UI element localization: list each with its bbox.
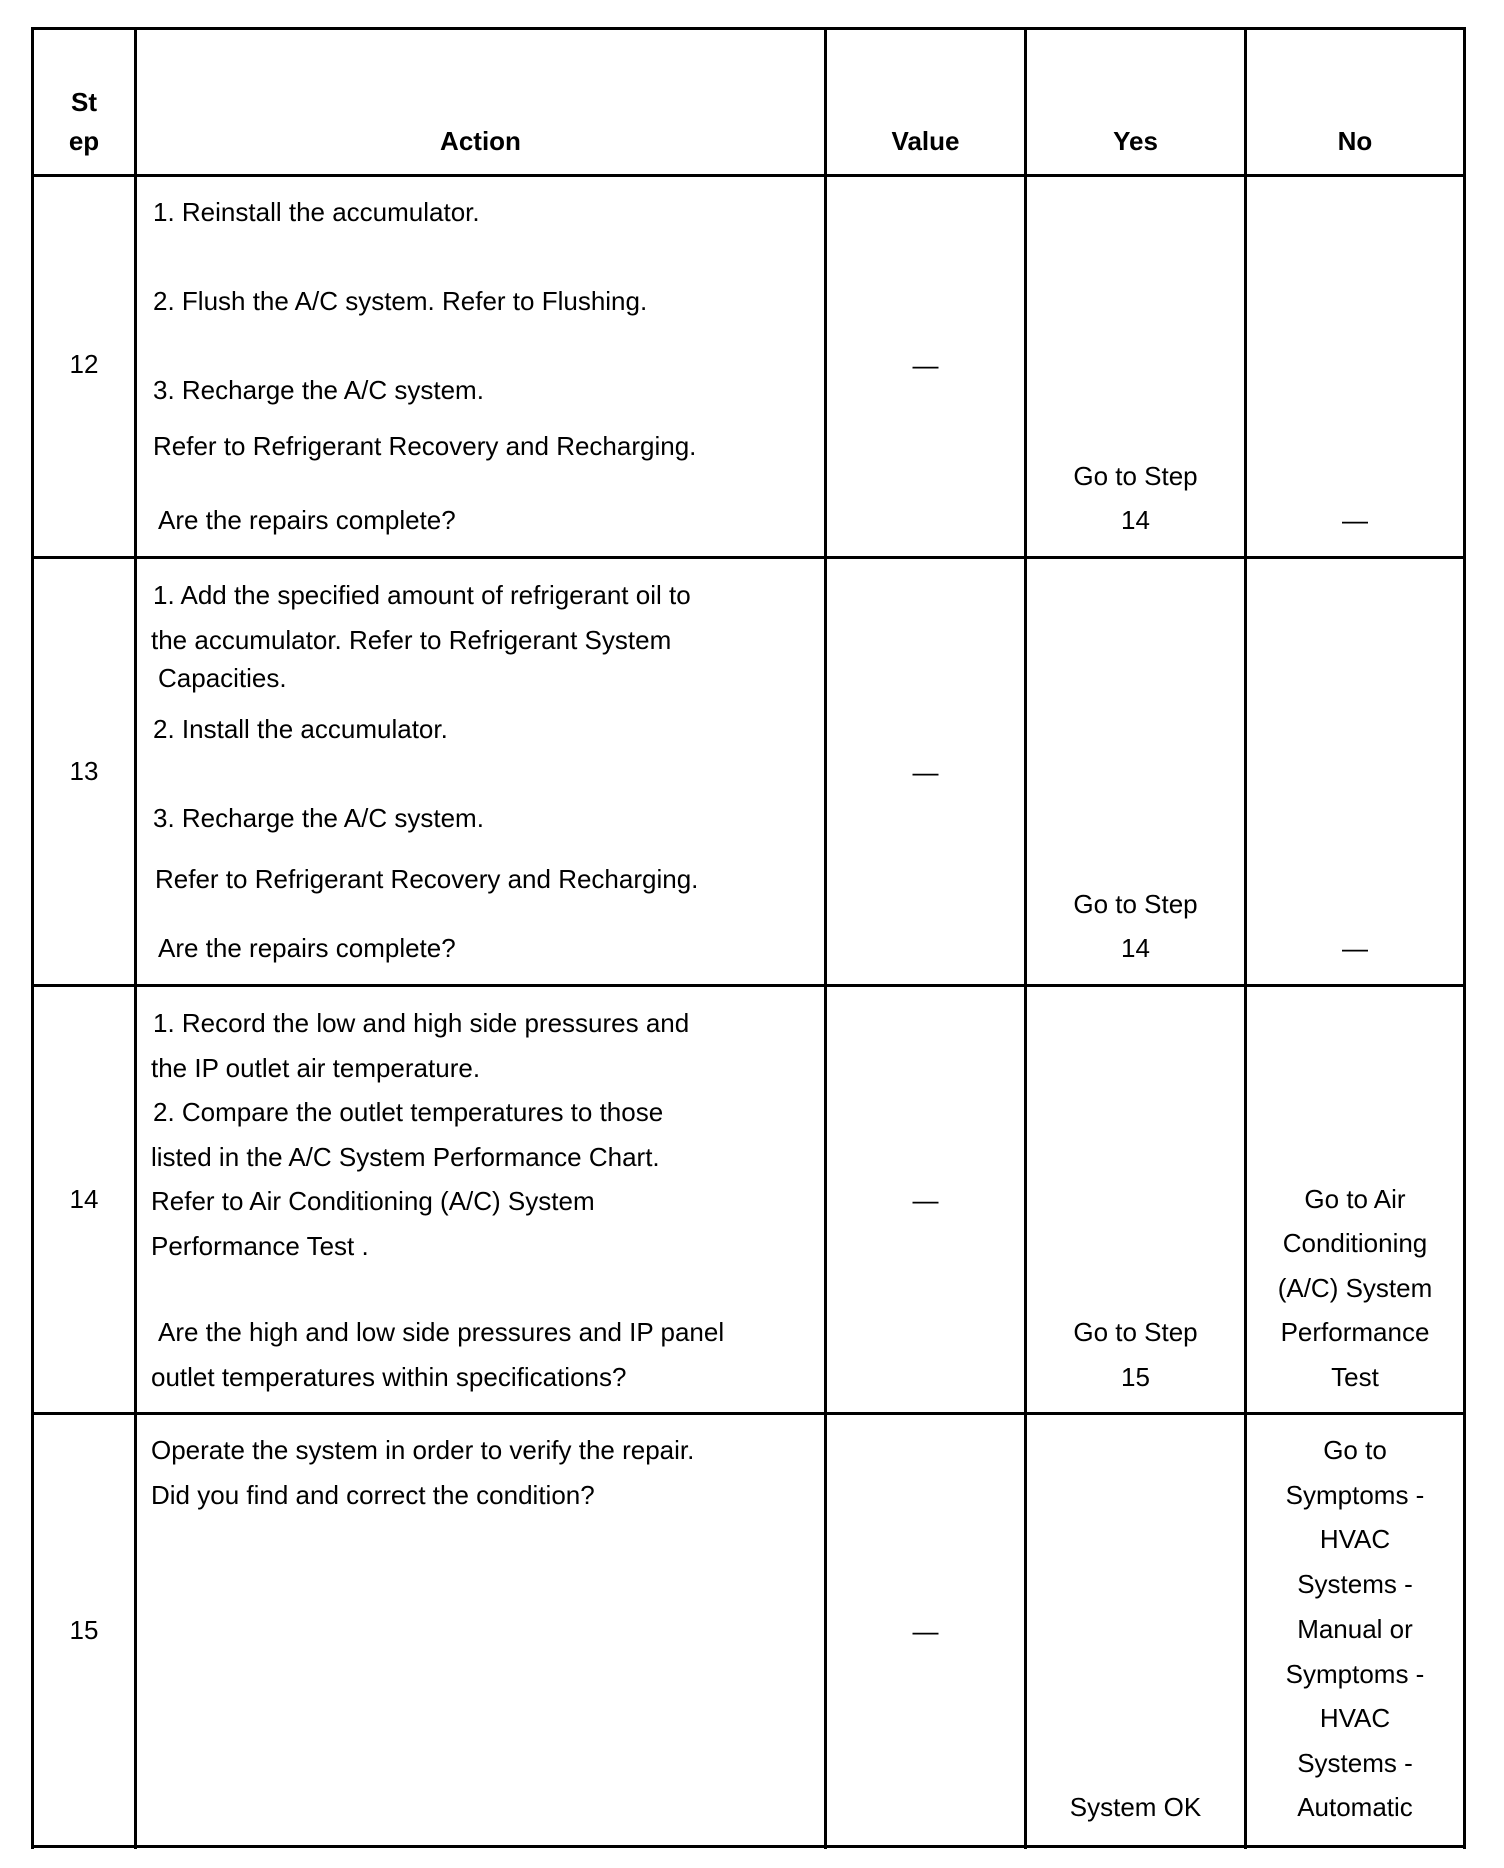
action-line: Refer to Air Conditioning (A/C) System xyxy=(151,1186,595,1216)
no-cell-line: Go to xyxy=(1323,1435,1387,1465)
value-cell: — xyxy=(912,1616,939,1646)
no-cell-line: Performance xyxy=(1280,1317,1430,1347)
step-number: 13 xyxy=(69,756,99,786)
table-border-bottom xyxy=(31,1845,1466,1848)
yes-cell-line: Go to Step xyxy=(1073,461,1198,491)
row-divider xyxy=(31,1412,1466,1415)
no-cell-line: Test xyxy=(1331,1362,1379,1392)
table-border-left xyxy=(31,28,34,1849)
step-number: 15 xyxy=(69,1615,99,1645)
action-question: Are the high and low side pressures and IP panel xyxy=(158,1317,725,1347)
step-number: 12 xyxy=(69,349,99,379)
header-yes: Yes xyxy=(1113,126,1158,156)
action-line: 3. Recharge the A/C system. xyxy=(153,803,484,833)
header-row-divider xyxy=(31,174,1466,177)
no-cell-line: (A/C) System xyxy=(1277,1273,1433,1303)
no-cell-line: — xyxy=(1342,933,1368,963)
value-cell: — xyxy=(912,757,939,787)
action-line: 3. Recharge the A/C system. xyxy=(153,375,484,405)
no-cell-line: Systems - xyxy=(1297,1569,1413,1599)
action-line: the IP outlet air temperature. xyxy=(151,1053,481,1083)
action-line: the accumulator. Refer to Refrigerant System xyxy=(151,625,672,655)
action-line: 2. Flush the A/C system. Refer to Flushing. xyxy=(153,286,648,316)
header-no: No xyxy=(1337,126,1373,156)
action-question: outlet temperatures within specifications? xyxy=(151,1362,627,1392)
action-question: Did you find and correct the condition? xyxy=(151,1480,595,1510)
no-cell-line: Conditioning xyxy=(1282,1228,1428,1258)
header-step-line2: ep xyxy=(68,126,100,156)
header-step-line1: St xyxy=(71,87,97,117)
action-question: Are the repairs complete? xyxy=(158,933,456,963)
action-line: Operate the system in order to verify the repair. xyxy=(151,1435,695,1465)
column-divider xyxy=(824,28,827,1849)
yes-cell-line: Go to Step xyxy=(1073,1317,1198,1347)
action-line: 1. Add the specified amount of refrigerant oil to xyxy=(153,580,691,610)
yes-cell-line: 15 xyxy=(1121,1362,1150,1392)
step-number: 14 xyxy=(69,1184,99,1214)
row-divider xyxy=(31,556,1466,559)
column-divider xyxy=(134,28,137,1849)
action-line: Performance Test . xyxy=(151,1231,369,1261)
value-cell: — xyxy=(912,350,939,380)
action-line: 1. Reinstall the accumulator. xyxy=(153,197,480,227)
yes-cell-line: System OK xyxy=(1069,1792,1202,1822)
no-cell-line: — xyxy=(1342,505,1368,535)
action-line: Refer to Refrigerant Recovery and Recharging. xyxy=(155,864,699,894)
no-cell-line: Symptoms - xyxy=(1285,1480,1425,1510)
no-cell-line: Systems - xyxy=(1297,1748,1413,1778)
table-border-right xyxy=(1463,28,1466,1849)
yes-cell-line: 14 xyxy=(1121,933,1150,963)
header-value: Value xyxy=(891,126,960,156)
action-line: 2. Install the accumulator. xyxy=(153,714,448,744)
header-action: Action xyxy=(440,126,521,156)
action-line: 1. Record the low and high side pressures and xyxy=(153,1008,690,1038)
action-line: 2. Compare the outlet temperatures to those xyxy=(153,1097,664,1127)
action-line: listed in the A/C System Performance Chart. xyxy=(151,1142,660,1172)
yes-cell-line: Go to Step xyxy=(1073,889,1198,919)
no-cell-line: Manual or xyxy=(1297,1614,1413,1644)
row-divider xyxy=(31,984,1466,987)
action-question: Are the repairs complete? xyxy=(158,505,456,535)
no-cell-line: HVAC xyxy=(1319,1703,1391,1733)
value-cell: — xyxy=(912,1185,939,1215)
no-cell-line: Go to Air xyxy=(1304,1184,1406,1214)
action-line: Refer to Refrigerant Recovery and Recharging. xyxy=(153,431,697,461)
no-cell-line: HVAC xyxy=(1319,1524,1391,1554)
table-border-top xyxy=(31,27,1466,30)
no-cell-line: Automatic xyxy=(1297,1792,1413,1822)
action-line: Capacities. xyxy=(158,663,287,693)
yes-cell-line: 14 xyxy=(1121,505,1150,535)
no-cell-line: Symptoms - xyxy=(1285,1659,1425,1689)
